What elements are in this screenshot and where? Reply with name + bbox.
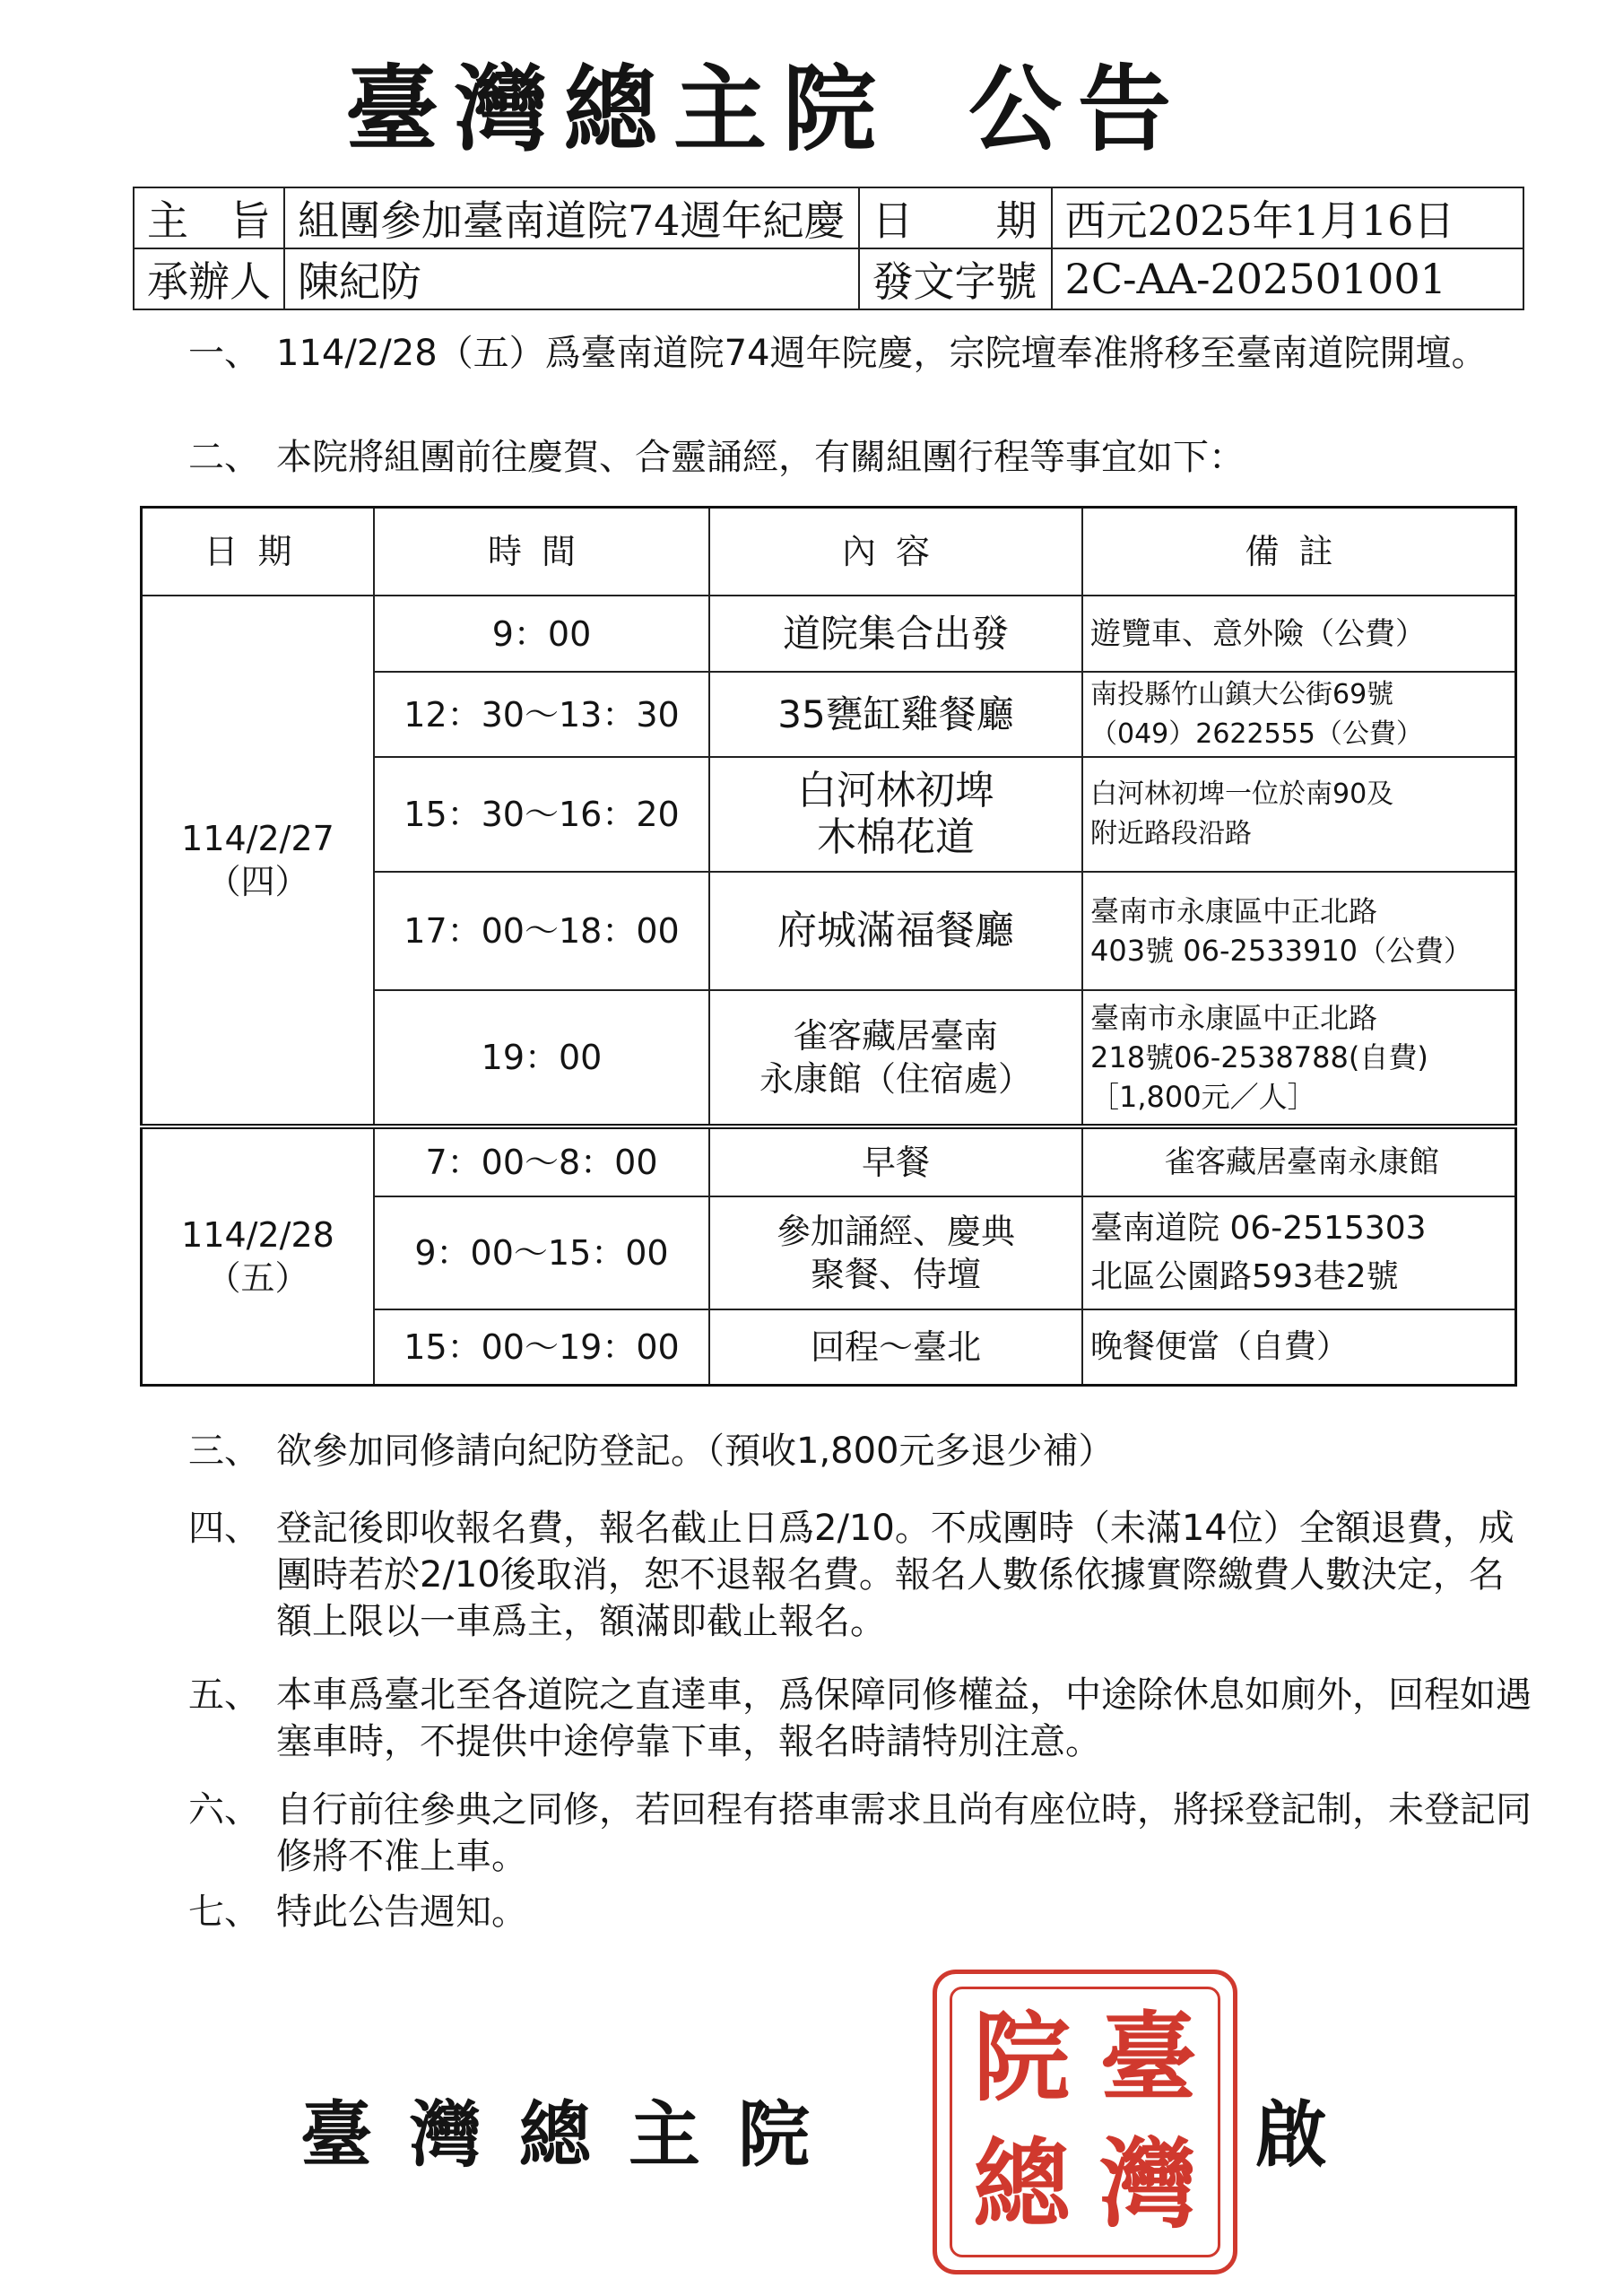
header-table (133, 187, 1524, 310)
day1-date: 114/2/27 （四） (142, 596, 375, 1126)
official-seal: 院 臺 總 灣 (933, 1970, 1237, 2274)
item-5: 五、 本車爲臺北至各道院之直達車，爲保障同修權益，中途除休息如廁外，回程如遇塞車時，不提供中途停靠下車，報名時請特別注意。 (188, 1674, 1532, 1762)
signature-close: 啟 (1255, 2092, 1365, 2177)
col-content: 內容 (709, 508, 1082, 596)
table-row: 12：30～13：30 35甕缸雞餐廳 南投縣竹山鎮大公街69號 （049）2622555（公費） (142, 672, 1516, 757)
item-6: 六、 自行前往參典之同修，若回程有搭車需求且尚有座位時，將採登記制，未登記同修將不准上車。 (188, 1789, 1532, 1877)
subject-value: 組團參加臺南道院74週年紀慶 (284, 187, 859, 248)
item-4: 四、 登記後即收報名費，報名截止日爲2/10。不成團時（未滿14位）全額退費，成團時若於2/10後取消，恕不退報名費。報名人數係依據實際繳費人數決定，名額上限以一車爲主，額滿即截止報名。 (188, 1508, 1515, 1642)
intro-item-1: 一、 114/2/28（五）爲臺南道院74週年院慶，宗院壇奉准將移至臺南道院開壇。 (188, 333, 1488, 374)
intro-item-2: 二、 本院將組團前往慶賀、合靈誦經，有關組團行程等事宜如下： (188, 437, 1245, 478)
date-value: 西元2025年1月16日 (1052, 187, 1523, 248)
day2-date: 114/2/28 （五） (142, 1126, 375, 1385)
handler-label: 承辦人 (134, 248, 284, 309)
table-row: 15：30～16：20 白河林初埤 木棉花道 白河林初埤一位於南90及 附近路段沿路 (142, 757, 1516, 872)
doc-no-label: 發文字號 (859, 248, 1052, 309)
col-time: 時間 (374, 508, 709, 596)
table-row: 19：00 雀客藏居臺南 永康館（住宿處） 臺南市永康區中正北路 218號06-2538788(自費) ［1,800元／人］ (142, 990, 1516, 1126)
document-title (0, 47, 1623, 172)
schedule-table (140, 506, 1517, 1387)
subject-label: 主 旨 (134, 187, 284, 248)
table-row: 114/2/28 （五） 7：00～8：00 早餐 雀客藏居臺南永康館 (142, 1126, 1516, 1196)
col-note: 備註 (1082, 508, 1516, 596)
table-row: 9：00～15：00 參加誦經、慶典 聚餐、侍壇 臺南道院 06-2515303 北區公園路593巷2號 (142, 1196, 1516, 1309)
doc-no-value: 2C-AA-202501001 (1052, 248, 1523, 309)
title-notice: 公告 (968, 54, 1188, 164)
table-row: 15：00～19：00 回程～臺北 晚餐便當（自費） (142, 1309, 1516, 1385)
signature-org: 臺灣總主院 (300, 2092, 847, 2177)
table-row: 114/2/27 （四） 9：00 道院集合出發 遊覽車、意外險（公費） (142, 596, 1516, 672)
date-label: 日 期 (859, 187, 1052, 248)
col-date: 日期 (142, 508, 375, 596)
title-org: 臺灣總主院 (345, 54, 893, 164)
handler-value: 陳紀防 (284, 248, 859, 309)
item-7: 七、 特此公告週知。 (188, 1892, 527, 1933)
item-3: 三、 欲參加同修請向紀防登記。（預收1,800元多退少補） (188, 1431, 1115, 1472)
table-row: 17：00～18：00 府城滿福餐廳 臺南市永康區中正北路 403號 06-2533910（公費） (142, 872, 1516, 990)
